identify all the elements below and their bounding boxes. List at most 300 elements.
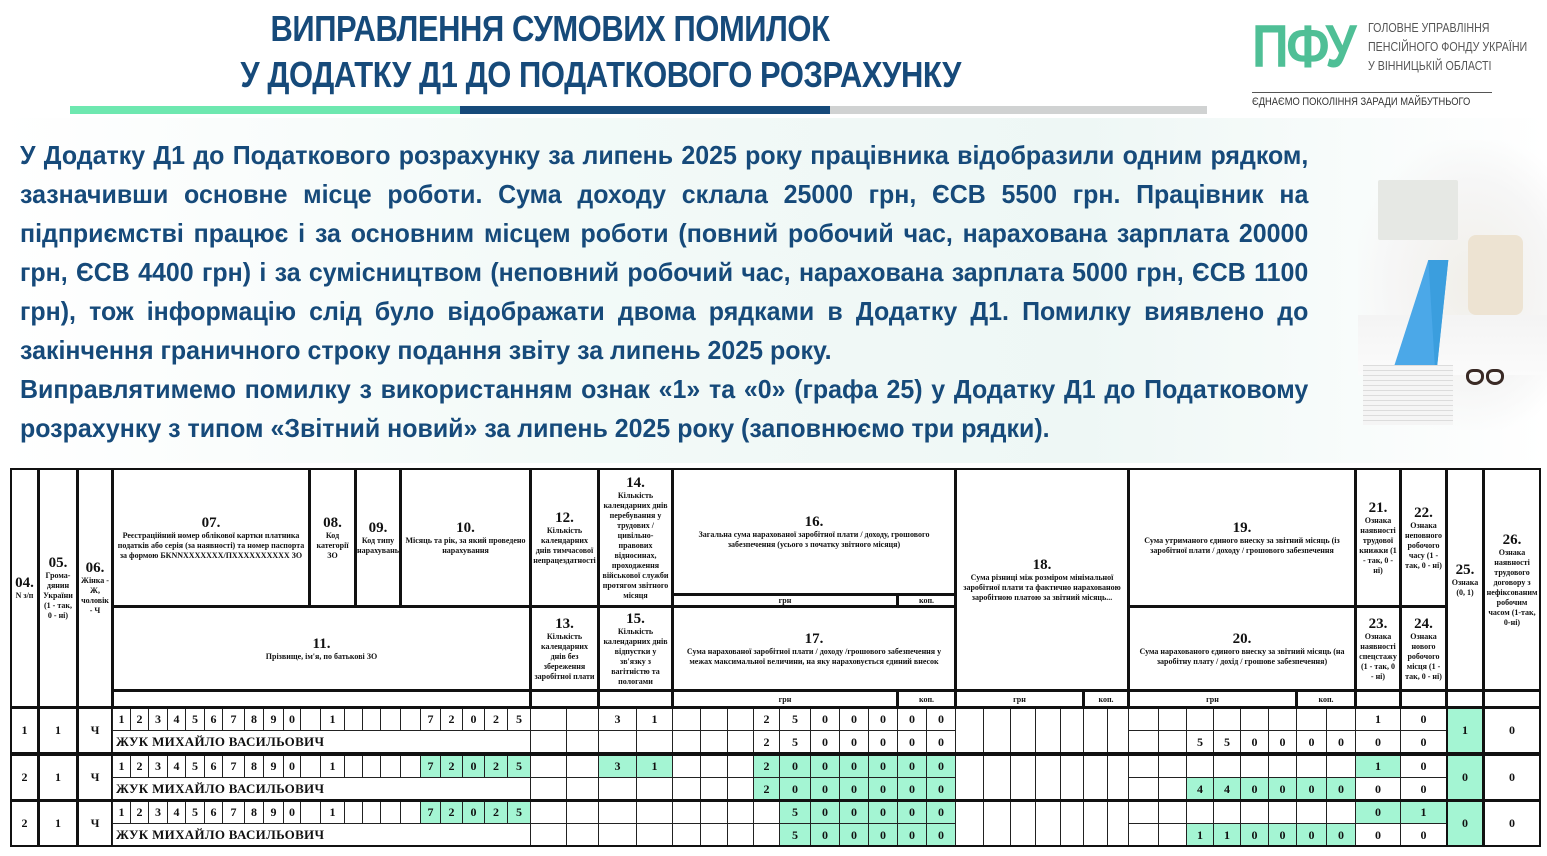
tax-id-digit[interactable]: 0 — [283, 754, 301, 778]
c17-digit[interactable]: 0 — [868, 823, 898, 847]
c17-digit[interactable]: 0 — [779, 777, 811, 801]
header-label: Загальна сума нарахованої заробітної плати / доходу, грошового забезпечення (усього з початку звітного місяця) — [698, 529, 930, 549]
c16-digit[interactable]: 2 — [753, 707, 780, 731]
c20-digit[interactable]: 1 — [1213, 823, 1241, 847]
c13-cell[interactable] — [530, 730, 567, 754]
tax-id-digit[interactable]: 9 — [263, 800, 284, 824]
c25-flag[interactable]: 0 — [1446, 754, 1484, 801]
header-c12 — [530, 468, 599, 607]
c17-digit[interactable] — [672, 823, 701, 847]
c19-digit[interactable] — [1240, 754, 1269, 778]
c20-digit[interactable]: 0 — [1296, 730, 1327, 754]
c19-digit[interactable] — [1296, 754, 1327, 778]
code-cell[interactable] — [400, 800, 421, 824]
c20-digit[interactable] — [1128, 730, 1159, 754]
c12-cell[interactable] — [566, 754, 599, 778]
tax-id-digit[interactable]: 1 — [112, 800, 131, 824]
unit-uah-16: грн — [672, 594, 898, 607]
c20-digit[interactable] — [1158, 777, 1187, 801]
tax-id-digit[interactable]: 1 — [112, 754, 131, 778]
header-number: 18. — [1032, 556, 1052, 573]
c13-cell[interactable] — [530, 823, 567, 847]
c12-cell[interactable] — [530, 754, 567, 778]
header-c21 — [1355, 468, 1401, 607]
period-digit[interactable]: 5 — [507, 800, 531, 824]
c18-cell[interactable] — [1060, 754, 1084, 801]
employee-name[interactable]: ЖУК МИХАЙЛО ВАСИЛЬОВИЧ — [112, 777, 531, 801]
c19-digit[interactable] — [1128, 754, 1159, 778]
c13-cell[interactable] — [530, 777, 567, 801]
c19-digit[interactable] — [1268, 800, 1297, 824]
c18-cell[interactable] — [1107, 754, 1129, 801]
c19-digit[interactable] — [1326, 707, 1356, 731]
code-cell[interactable] — [300, 754, 321, 778]
c17-digit[interactable] — [700, 777, 728, 801]
c16-digit[interactable] — [753, 800, 780, 824]
c17-digit[interactable]: 0 — [810, 823, 840, 847]
c16-digit[interactable] — [700, 800, 728, 824]
unit-kop-18: коп. — [1083, 690, 1129, 708]
c17-digit[interactable] — [700, 823, 728, 847]
c18-cell[interactable] — [1083, 754, 1108, 801]
c17-digit[interactable]: 2 — [753, 730, 780, 754]
c22-flag[interactable]: 1 — [1400, 800, 1447, 824]
row-number: 1 — [10, 707, 39, 754]
c17-digit[interactable] — [672, 777, 701, 801]
chair-shape — [1468, 235, 1523, 315]
c18-cell[interactable] — [1035, 800, 1061, 847]
c18-cell[interactable] — [955, 754, 984, 801]
c18-cell[interactable] — [1035, 754, 1061, 801]
c14-digit[interactable] — [636, 800, 673, 824]
unit-uah-17: грн — [672, 690, 898, 708]
header-label: Жінка - Ж, чоловік - Ч — [81, 576, 109, 615]
tax-id-digit[interactable]: 2 — [130, 800, 149, 824]
header-number: 09. — [368, 519, 388, 536]
c20-digit[interactable]: 0 — [1268, 730, 1297, 754]
c16-digit[interactable] — [700, 707, 728, 731]
c20-digit[interactable]: 0 — [1240, 730, 1269, 754]
header-c10 — [400, 468, 531, 607]
category-code[interactable]: 1 — [320, 754, 345, 778]
c20-digit[interactable]: 0 — [1296, 777, 1327, 801]
c16-digit[interactable]: 0 — [810, 800, 840, 824]
c17-digit[interactable]: 0 — [897, 823, 927, 847]
tax-id-digit[interactable]: 7 — [222, 707, 245, 731]
c16-digit[interactable]: 0 — [868, 800, 898, 824]
c17-digit[interactable]: 0 — [810, 777, 840, 801]
c19-digit[interactable] — [1186, 800, 1214, 824]
header-c24-blank — [1400, 690, 1447, 708]
c18-cell[interactable] — [983, 707, 1011, 754]
c19-digit[interactable] — [1186, 754, 1214, 778]
header-label: Код типу нарахувань — [357, 535, 399, 555]
header-c24 — [1400, 606, 1447, 691]
c20-digit[interactable]: 0 — [1296, 823, 1327, 847]
header-c11 — [112, 606, 531, 691]
c16-digit[interactable]: 0 — [839, 707, 869, 731]
c19-digit[interactable] — [1296, 800, 1327, 824]
period-digit[interactable]: 7 — [420, 707, 441, 731]
code-cell[interactable] — [344, 800, 363, 824]
c16-digit[interactable]: 0 — [779, 754, 811, 778]
gender: Ч — [77, 754, 113, 801]
c16-digit[interactable]: 5 — [779, 707, 811, 731]
c26-flag[interactable]: 0 — [1483, 754, 1541, 801]
c19-digit[interactable] — [1326, 754, 1356, 778]
c26-flag[interactable]: 0 — [1483, 707, 1541, 754]
c16-digit[interactable] — [727, 800, 754, 824]
period-digit[interactable]: 7 — [420, 800, 441, 824]
header-number: 14. — [626, 474, 645, 491]
c17-digit[interactable] — [753, 823, 780, 847]
c20-digit[interactable]: 0 — [1240, 777, 1269, 801]
c20-digit[interactable]: 1 — [1186, 823, 1214, 847]
unit-uah-18: грн — [955, 690, 1084, 708]
c15-cell[interactable] — [636, 823, 673, 847]
c12-cell[interactable] — [530, 707, 567, 731]
c15-cell[interactable] — [598, 777, 637, 801]
header-label: Кількість календарних днів перебування у трудових / цивільно-правових відносинах, проходження військової служби протягом звітного місяця — [602, 490, 669, 600]
c19-digit[interactable] — [1213, 800, 1241, 824]
code-cell[interactable] — [380, 754, 401, 778]
c19-digit[interactable] — [1128, 800, 1159, 824]
c20-digit[interactable]: 0 — [1268, 823, 1297, 847]
c18-cell[interactable] — [955, 800, 984, 847]
c20-digit[interactable] — [1128, 823, 1159, 847]
c16-digit[interactable]: 0 — [868, 707, 898, 731]
tax-id-digit[interactable]: 3 — [148, 754, 168, 778]
header-c15-blank — [598, 690, 673, 708]
header-label: Прізвище, ім'я, по батькові ЗО — [265, 651, 378, 661]
header-number: 10. — [456, 519, 475, 536]
c18-cell[interactable] — [983, 800, 1011, 847]
period-digit[interactable]: 2 — [484, 800, 508, 824]
c15-cell[interactable] — [598, 730, 637, 754]
tax-id-digit[interactable]: 8 — [244, 800, 264, 824]
header-c26 — [1483, 468, 1541, 691]
c16-digit[interactable] — [672, 800, 701, 824]
code-cell[interactable] — [400, 707, 421, 731]
c16-digit[interactable]: 0 — [926, 754, 956, 778]
paragraph-1: У Додатку Д1 до Податкового розрахунку за липень 2025 року працівника відобразили одним рядком, зазначивши основне місце роботи. Сума доходу склала 25000 грн, ЄСВ 5500 грн. Працівник на підприємстві працює і за основним місцем роботи (повний робочий час, нарахована зарплата 20000 грн, ЄСВ 4400 грн) і за сумісництвом (неповний робочий час, нарахована зарплата 5000 грн, ЄСВ 1100 грн), тож інформацію слід було відображати двома рядками в Додатку Д1. Помилку виявлено до закінчення граничного строку подання звіту за липень 2025 року. — [20, 140, 1309, 365]
c18-cell[interactable] — [1107, 800, 1129, 847]
c14-digit[interactable] — [598, 800, 637, 824]
c19-digit[interactable] — [1158, 707, 1187, 731]
tax-id-digit[interactable]: 8 — [244, 754, 264, 778]
c15-cell[interactable] — [636, 730, 673, 754]
c17-digit[interactable]: 0 — [897, 730, 927, 754]
period-digit[interactable]: 0 — [462, 754, 485, 778]
header-number: 22. — [1414, 504, 1433, 521]
tax-id-digit[interactable]: 2 — [130, 754, 149, 778]
code-cell[interactable] — [380, 800, 401, 824]
tax-id-digit[interactable]: 5 — [185, 800, 205, 824]
tax-id-digit[interactable]: 8 — [244, 707, 264, 731]
c20-digit[interactable]: 0 — [1326, 777, 1356, 801]
c16-digit[interactable]: 0 — [839, 800, 869, 824]
c22-flag[interactable]: 0 — [1400, 754, 1447, 778]
c17-digit[interactable] — [672, 730, 701, 754]
code-cell[interactable] — [380, 707, 401, 731]
tax-id-digit[interactable]: 5 — [185, 754, 205, 778]
c17-digit[interactable]: 5 — [779, 730, 811, 754]
c16-digit[interactable] — [727, 754, 754, 778]
c23-flag[interactable]: 0 — [1355, 730, 1401, 754]
pfu-logo-text — [1368, 18, 1527, 75]
tax-id-digit[interactable]: 6 — [204, 800, 223, 824]
c17-digit[interactable]: 0 — [868, 730, 898, 754]
header-label: Місяць та рік, за який проведено нарахування — [405, 535, 526, 555]
c18-cell[interactable] — [1060, 707, 1084, 754]
tax-id-digit[interactable]: 4 — [167, 754, 186, 778]
c18-cell[interactable] — [1010, 707, 1036, 754]
tax-id-digit[interactable]: 4 — [167, 800, 186, 824]
period-digit[interactable]: 2 — [484, 707, 508, 731]
c12-cell[interactable] — [566, 707, 599, 731]
c21-flag[interactable]: 1 — [1355, 707, 1401, 731]
logo-line-3: У ВІННИЦЬКІЙ ОБЛАСТІ — [1368, 58, 1492, 73]
header-label: Реєстраційний номер облікової картки платника податків або серія (за наявності) та номер паспорта за формою БКNNXXXXXXX/ПXXXXXXXXXX ЗО — [117, 530, 305, 560]
tax-id-digit[interactable]: 3 — [148, 800, 168, 824]
c19-digit[interactable] — [1128, 707, 1159, 731]
c20-digit[interactable] — [1158, 730, 1187, 754]
c19-digit[interactable] — [1186, 707, 1214, 731]
tax-id-digit[interactable]: 6 — [204, 754, 223, 778]
c18-cell[interactable] — [1010, 800, 1036, 847]
c17-digit[interactable] — [700, 730, 728, 754]
code-cell[interactable] — [344, 754, 363, 778]
tax-id-digit[interactable]: 3 — [148, 707, 168, 731]
c19-digit[interactable] — [1158, 800, 1187, 824]
period-digit[interactable]: 7 — [420, 754, 441, 778]
header-label: Ознака неповного робочого часу (1 - так, 0 - ні) — [1405, 520, 1442, 570]
citizen-flag: 1 — [38, 800, 78, 847]
tax-id-digit[interactable]: 5 — [185, 707, 205, 731]
c18-cell[interactable] — [955, 707, 984, 754]
c24-flag[interactable]: 0 — [1400, 777, 1447, 801]
c15-cell[interactable] — [636, 777, 673, 801]
c20-digit[interactable] — [1128, 777, 1159, 801]
unit-kop-20: коп. — [1296, 690, 1356, 708]
c18-cell[interactable] — [1060, 800, 1084, 847]
c19-digit[interactable] — [1268, 754, 1297, 778]
code-cell[interactable] — [300, 707, 321, 731]
c16-digit[interactable]: 0 — [839, 754, 869, 778]
header-c16 — [672, 468, 956, 595]
c13-cell[interactable] — [566, 777, 599, 801]
c21-flag[interactable]: 0 — [1355, 800, 1401, 824]
tax-id-digit[interactable]: 7 — [222, 754, 245, 778]
header-number: 21. — [1368, 499, 1388, 516]
code-cell[interactable] — [362, 800, 381, 824]
c12-cell[interactable] — [530, 800, 567, 824]
header-number: 07. — [201, 514, 221, 531]
c13-cell[interactable] — [566, 823, 599, 847]
header-label: Кількість календарних днів тимчасової непрацездатності — [533, 525, 596, 565]
header-label: Кількість календарних днів без збереження заробітної плати — [534, 631, 595, 681]
c19-digit[interactable] — [1240, 707, 1269, 731]
header-label: Сума різниці між розміром мінімальної заробітної плати та фактично нарахованою заробітною платою за звітний місяць... — [963, 572, 1121, 602]
logo-line-1: ГОЛОВНЕ УПРАВЛІННЯ — [1368, 20, 1490, 35]
employee-name[interactable]: ЖУК МИХАЙЛО ВАСИЛЬОВИЧ — [112, 730, 531, 754]
c20-digit[interactable]: 0 — [1240, 823, 1269, 847]
c18-cell[interactable] — [1083, 800, 1108, 847]
code-cell[interactable] — [362, 707, 381, 731]
c12-cell[interactable] — [566, 800, 599, 824]
c17-digit[interactable]: 5 — [779, 823, 811, 847]
c16-digit[interactable]: 0 — [868, 754, 898, 778]
c20-digit[interactable]: 5 — [1186, 730, 1214, 754]
header-c25-blank — [1446, 690, 1484, 708]
c16-digit[interactable]: 0 — [897, 800, 927, 824]
c20-digit[interactable]: 4 — [1186, 777, 1214, 801]
period-digit[interactable]: 5 — [507, 754, 531, 778]
c18-cell[interactable] — [1107, 707, 1129, 754]
c18-cell[interactable] — [983, 754, 1011, 801]
header-number: 08. — [323, 514, 342, 531]
c17-digit[interactable] — [727, 823, 754, 847]
c25-flag[interactable]: 1 — [1446, 707, 1484, 754]
c23-flag[interactable]: 0 — [1355, 823, 1401, 847]
tax-id-digit[interactable]: 4 — [167, 707, 186, 731]
header-number: 19. — [1232, 519, 1252, 536]
c16-digit[interactable] — [727, 707, 754, 731]
code-cell[interactable] — [300, 800, 321, 824]
header-c09 — [355, 468, 401, 607]
c16-digit[interactable]: 0 — [926, 800, 956, 824]
c14-digit[interactable]: 1 — [636, 754, 673, 778]
c14-digit[interactable]: 1 — [636, 707, 673, 731]
period-digit[interactable]: 5 — [507, 707, 531, 731]
tax-id-digit[interactable]: 9 — [263, 707, 284, 731]
c17-digit[interactable]: 0 — [926, 730, 956, 754]
c20-digit[interactable]: 4 — [1213, 777, 1241, 801]
c17-digit[interactable]: 0 — [839, 730, 869, 754]
period-digit[interactable]: 2 — [440, 707, 463, 731]
c16-digit[interactable]: 0 — [810, 707, 840, 731]
tax-id-digit[interactable]: 0 — [283, 707, 301, 731]
c17-digit[interactable]: 0 — [810, 730, 840, 754]
c17-digit[interactable]: 0 — [926, 823, 956, 847]
header-label: Сума утриманого єдиного внеску за звітний місяць (із заробітної плати / доходу / грошового забезпечення — [1144, 535, 1340, 555]
c16-digit[interactable]: 2 — [753, 754, 780, 778]
accent-bar-green — [70, 106, 460, 114]
tax-id-digit[interactable]: 6 — [204, 707, 223, 731]
code-cell[interactable] — [362, 754, 381, 778]
code-cell[interactable] — [400, 754, 421, 778]
c18-cell[interactable] — [1010, 754, 1036, 801]
c24-flag[interactable]: 0 — [1400, 823, 1447, 847]
period-digit[interactable]: 2 — [440, 800, 463, 824]
row-number: 2 — [10, 754, 39, 801]
c21-flag[interactable]: 1 — [1355, 754, 1401, 778]
c20-digit[interactable]: 0 — [1326, 730, 1356, 754]
c16-digit[interactable]: 0 — [810, 754, 840, 778]
header-number: 06. — [85, 560, 105, 576]
c16-digit[interactable] — [672, 754, 701, 778]
c17-digit[interactable] — [727, 730, 754, 754]
tax-id-digit[interactable]: 0 — [283, 800, 301, 824]
c19-digit[interactable] — [1326, 800, 1356, 824]
c17-digit[interactable]: 2 — [753, 777, 780, 801]
c16-digit[interactable]: 0 — [897, 707, 927, 731]
c15-cell[interactable] — [598, 823, 637, 847]
c17-digit[interactable]: 0 — [839, 823, 869, 847]
c17-digit[interactable]: 0 — [839, 777, 869, 801]
period-digit[interactable]: 2 — [440, 754, 463, 778]
header-c11-blank — [112, 690, 531, 708]
c19-digit[interactable] — [1213, 754, 1241, 778]
c19-digit[interactable] — [1213, 707, 1241, 731]
c18-cell[interactable] — [1083, 707, 1108, 754]
c18-cell[interactable] — [1035, 707, 1061, 754]
c17-digit[interactable] — [727, 777, 754, 801]
c16-digit[interactable]: 5 — [779, 800, 811, 824]
gender: Ч — [77, 707, 113, 754]
header-label: Сума нарахованого єдиного внеску за звітний місяць (на заробітну плату / дохід / грошове забезпечення) — [1139, 646, 1345, 666]
c16-digit[interactable] — [700, 754, 728, 778]
header-number: 11. — [312, 635, 331, 652]
c14-digit[interactable]: 3 — [598, 754, 637, 778]
c23-flag[interactable]: 0 — [1355, 777, 1401, 801]
accent-bar-blue — [460, 106, 830, 114]
period-digit[interactable]: 0 — [462, 707, 485, 731]
tax-id-digit[interactable]: 1 — [112, 707, 131, 731]
citizen-flag: 1 — [38, 754, 78, 801]
c14-digit[interactable]: 3 — [598, 707, 637, 731]
header-c07 — [112, 468, 310, 607]
header-number: 04. — [15, 575, 34, 591]
c16-digit[interactable] — [672, 707, 701, 731]
c17-digit[interactable]: 0 — [868, 777, 898, 801]
c19-digit[interactable] — [1158, 754, 1187, 778]
tax-id-digit[interactable]: 7 — [222, 800, 245, 824]
appendix-d1-form — [0, 465, 1547, 856]
header-c22 — [1400, 468, 1447, 607]
c13-cell[interactable] — [566, 730, 599, 754]
c16-digit[interactable]: 0 — [897, 754, 927, 778]
c20-digit[interactable] — [1158, 823, 1187, 847]
c17-digit[interactable]: 0 — [897, 777, 927, 801]
c19-digit[interactable] — [1240, 800, 1269, 824]
c24-flag[interactable]: 0 — [1400, 730, 1447, 754]
c20-digit[interactable]: 0 — [1268, 777, 1297, 801]
c22-flag[interactable]: 0 — [1400, 707, 1447, 731]
tax-id-digit[interactable]: 2 — [130, 707, 149, 731]
c25-flag[interactable]: 0 — [1446, 800, 1484, 847]
pfu-logo-mark: ПФУ — [1252, 13, 1355, 80]
c19-digit[interactable] — [1296, 707, 1327, 731]
c20-digit[interactable]: 5 — [1213, 730, 1241, 754]
period-digit[interactable]: 2 — [484, 754, 508, 778]
c16-digit[interactable]: 0 — [926, 707, 956, 731]
header-c26-blank — [1483, 690, 1541, 708]
tax-id-digit[interactable]: 9 — [263, 754, 284, 778]
explanation-text — [20, 136, 1308, 448]
category-code[interactable]: 1 — [320, 707, 345, 731]
period-digit[interactable]: 0 — [462, 800, 485, 824]
c20-digit[interactable]: 0 — [1326, 823, 1356, 847]
c17-digit[interactable]: 0 — [926, 777, 956, 801]
code-cell[interactable] — [344, 707, 363, 731]
c19-digit[interactable] — [1268, 707, 1297, 731]
header-label: Код категорії ЗО — [316, 530, 349, 560]
employee-name[interactable]: ЖУК МИХАЙЛО ВАСИЛЬОВИЧ — [112, 823, 531, 847]
category-code[interactable]: 1 — [320, 800, 345, 824]
header-c15 — [598, 606, 673, 691]
c26-flag[interactable]: 0 — [1483, 800, 1541, 847]
